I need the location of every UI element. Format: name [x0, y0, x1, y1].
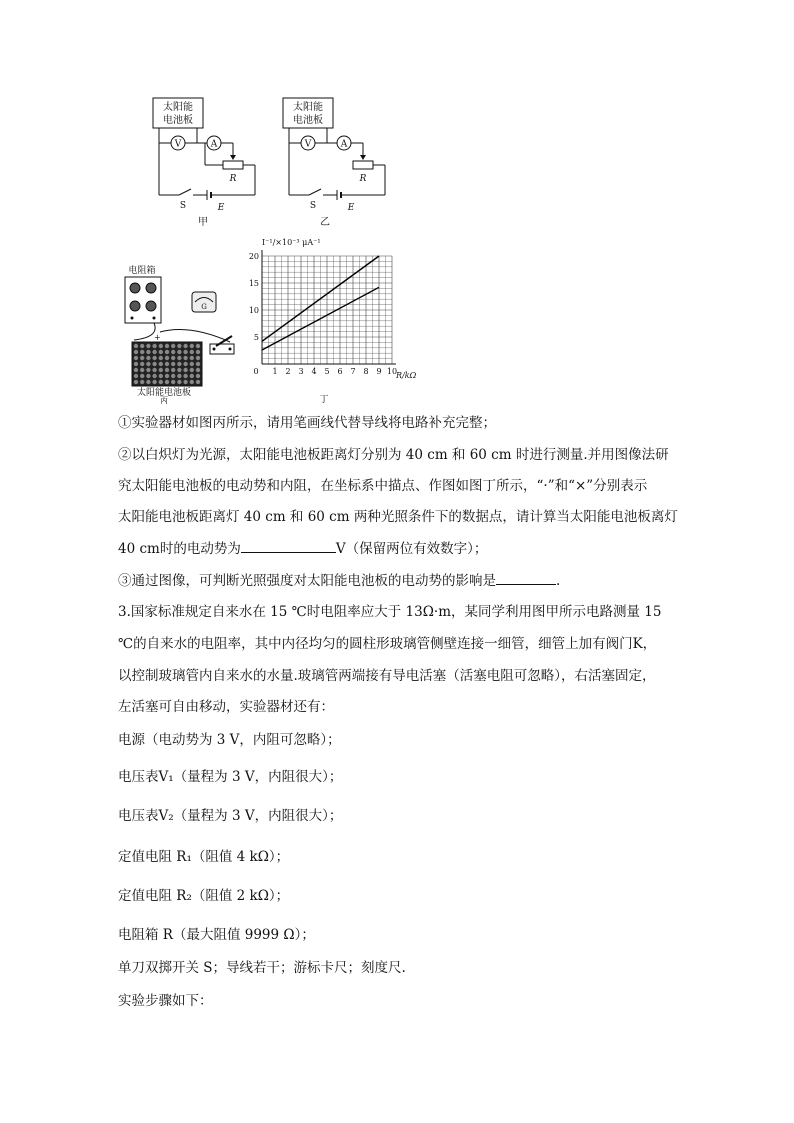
source-label: E: [347, 203, 355, 213]
text-line-1: ①实验器材如图丙所示，请用笔画线代替导线将电路补充完整；: [118, 415, 496, 431]
chart-ding: [250, 234, 430, 406]
x-tick-label: 1: [272, 367, 278, 376]
y-tick-label: 20: [248, 252, 259, 261]
x-tick-label: 6: [337, 367, 343, 376]
panel-label: 太阳能: [163, 102, 193, 113]
caption-yi: 乙: [320, 217, 330, 228]
x-tick-label: 8: [363, 367, 369, 376]
text-line-14: 定值电阻 R₁（阻值 4 kΩ）；: [118, 849, 290, 865]
apparatus-bing: [120, 262, 250, 404]
y-axis-label: I⁻¹/×10⁻³ μA⁻¹: [262, 238, 321, 247]
circuit-jia: [145, 95, 270, 230]
text-line-4: 太阳能电池板距离灯 40 cm 和 60 cm 两种光照条件下的数据点，请计算当太阳能电池板离灯: [118, 509, 678, 525]
text-line-11: 电源（电动势为 3 V，内阻可忽略）；: [118, 732, 341, 748]
galvanometer-label: G: [201, 303, 207, 311]
x-tick-label: 10: [386, 367, 398, 376]
x-tick-label: 5: [324, 367, 330, 376]
caption-bing: 丙: [160, 396, 168, 405]
text-line-8: ℃的自来水的电阻率，其中内径均匀的圆柱形玻璃管侧壁连接一细管，细管上加有阀门K，: [118, 636, 657, 652]
x-axis-label: R/kΩ: [396, 371, 417, 380]
x-tick-label: 3: [298, 367, 304, 376]
text-line-17: 单刀双掷开关 S；导线若干；游标卡尺；刻度尺.: [118, 960, 406, 976]
text-line-9: 以控制玻璃管内自来水的水量.玻璃管两端接有导电活塞（活塞电阻可忽略），右活塞固定，: [118, 668, 656, 684]
answer-blank-emf[interactable]: [241, 538, 336, 553]
switch-label: S: [179, 201, 187, 211]
switch-label: S: [309, 201, 317, 211]
text-line-16: 电阻箱 R（最大阻值 9999 Ω）；: [118, 927, 315, 943]
text-line-12: 电压表V₁（量程为 3 V，内阻很大）；: [118, 769, 343, 785]
resistor-label: R: [359, 174, 367, 184]
x-tick-label: 4: [311, 367, 317, 376]
text-line-10: 左活塞可自由移动，实验器材还有：: [118, 699, 334, 715]
x-tick-label: 9: [376, 367, 382, 376]
x-tick-label: 2: [285, 367, 291, 376]
text-line-13: 电压表V₂（量程为 3 V，内阻很大）；: [118, 808, 343, 824]
galvanometer-icon: [192, 292, 216, 312]
text-line-15: 定值电阻 R₂（阻值 2 kΩ）；: [118, 888, 290, 904]
ammeter-label: A: [210, 139, 218, 150]
y-tick-label: 15: [248, 279, 259, 288]
ammeter-label: A: [340, 139, 348, 150]
text-line-18: 实验步骤如下：: [118, 993, 213, 1009]
circuit-yi: [275, 95, 400, 230]
text-line-7: 3.国家标准规定自来水在 15 ℃时电阻率应大于 13Ω·m，某同学利用图甲所示电路测量 15: [118, 604, 662, 620]
text-line-2: ②以白炽灯为光源，太阳能电池板距离灯分别为 40 cm 和 60 cm 时进行测量.并用图像法研: [118, 447, 669, 463]
y-tick-label: 5: [253, 333, 259, 342]
x-tick-label: 7: [350, 367, 356, 376]
resistor-label: R: [229, 174, 237, 184]
voltmeter-label: V: [174, 139, 182, 150]
caption-ding: 丁: [319, 395, 329, 405]
plus-sign: +: [154, 333, 161, 342]
solar-panel-caption: 太阳能电池板: [136, 388, 192, 398]
caption-jia: 甲: [198, 217, 208, 228]
text-line-5: 40 cm时的电动势为 V（保留两位有效数字）；: [118, 538, 698, 559]
answer-blank-effect[interactable]: [496, 570, 556, 585]
voltmeter-label: V: [304, 139, 312, 150]
chart-grid: [262, 256, 392, 364]
resistance-box-label: 电阻箱: [128, 266, 156, 276]
x-tick-label: 0: [253, 367, 259, 376]
panel-label-2: 电池板: [293, 115, 323, 126]
y-tick-label: 10: [248, 306, 259, 315]
panel-label-2: 电池板: [163, 115, 193, 126]
panel-label: 太阳能: [293, 102, 323, 113]
text-line-3: 究太阳能电池板的电动势和内阻，在坐标系中描点、作图如图丁所示，“·”和“×”分别表示: [118, 478, 648, 494]
source-label: E: [217, 203, 225, 213]
text-line-6: ③通过图像，可判断光照强度对太阳能电池板的电动势的影响是 .: [118, 570, 698, 591]
